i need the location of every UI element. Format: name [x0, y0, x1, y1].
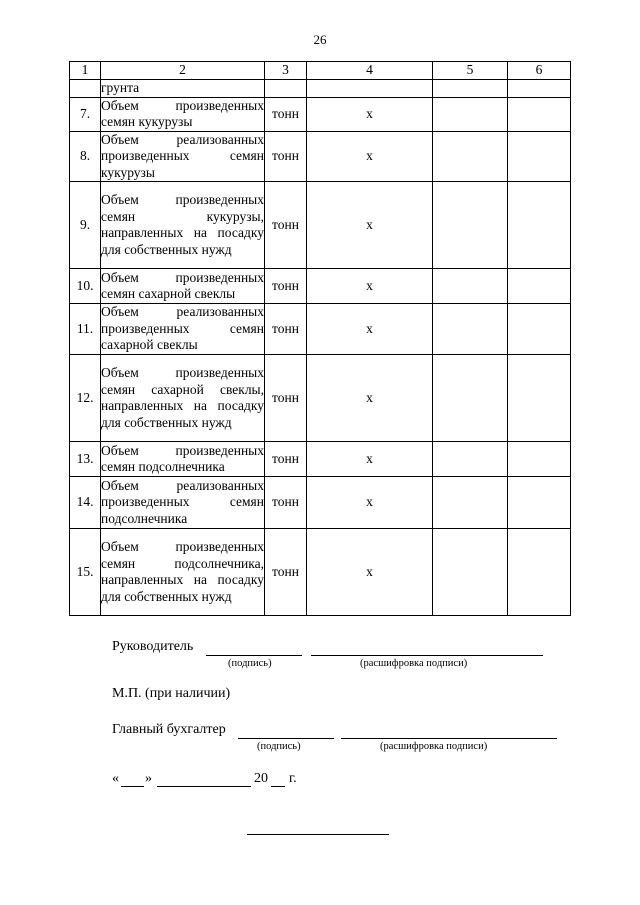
header-cell: 5: [433, 62, 508, 80]
unit-cell: тонн: [265, 529, 307, 616]
header-cell: 3: [265, 62, 307, 80]
indicator-name-cell: Объем реализованных произведенных семян подсолнечника: [101, 477, 265, 529]
report-table: [69, 61, 571, 616]
indicator-name-cell: Объем произведенных семян кукурузы, направленных на посадку для собственных нужд: [101, 182, 265, 269]
row-number-cell: 13.: [70, 442, 101, 477]
indicator-name-cell: Объем произведенных семян сахарной свеклы: [101, 269, 265, 304]
head-decoding-line[interactable]: [311, 655, 543, 656]
continuation-num-cell: [70, 79, 101, 97]
column-4-cell: х: [307, 131, 433, 182]
column-4-cell: х: [307, 269, 433, 304]
continuation-col4-cell: [307, 79, 433, 97]
column-5-cell[interactable]: [433, 131, 508, 182]
column-4-cell: х: [307, 97, 433, 131]
column-6-cell[interactable]: [508, 131, 571, 182]
row-number-cell: 12.: [70, 355, 101, 442]
head-decoding-caption: (расшифровка подписи): [360, 658, 468, 669]
unit-cell: тонн: [265, 442, 307, 477]
date-day-line[interactable]: [121, 786, 144, 787]
table-row: [70, 529, 571, 616]
column-5-cell[interactable]: [433, 477, 508, 529]
accountant-label: Главный бухгалтер: [112, 722, 226, 737]
column-6-cell[interactable]: [508, 529, 571, 616]
continuation-row: [70, 79, 571, 97]
accountant-signature-caption: (подпись): [257, 741, 301, 752]
accountant-decoding-line[interactable]: [341, 738, 557, 739]
unit-cell: тонн: [265, 182, 307, 269]
row-number-cell: 11.: [70, 304, 101, 355]
row-number-cell: 14.: [70, 477, 101, 529]
closing-separator-line: [247, 834, 389, 835]
column-4-cell: х: [307, 442, 433, 477]
unit-cell: тонн: [265, 131, 307, 182]
column-5-cell[interactable]: [433, 97, 508, 131]
column-4-cell: х: [307, 355, 433, 442]
column-6-cell[interactable]: [508, 355, 571, 442]
column-6-cell[interactable]: [508, 477, 571, 529]
indicator-name-cell: Объем произведенных семян подсолнечника: [101, 442, 265, 477]
date-year-suffix: г.: [289, 771, 297, 786]
column-5-cell[interactable]: [433, 355, 508, 442]
indicator-name-cell: Объем произведенных семян сахарной свеклы, направленных на посадку для собственных нужд: [101, 355, 265, 442]
column-5-cell[interactable]: [433, 304, 508, 355]
stamp-label: М.П. (при наличии): [112, 686, 231, 701]
column-5-cell[interactable]: [433, 269, 508, 304]
column-4-cell: х: [307, 529, 433, 616]
indicator-name-cell: Объем произведенных семян подсолнечника, направленных на посадку для собственных нужд: [101, 529, 265, 616]
header-cell: 2: [101, 62, 265, 80]
head-signature-caption: (подпись): [228, 658, 272, 669]
table-row: [70, 97, 571, 131]
table-row: [70, 304, 571, 355]
header-cell: 1: [70, 62, 101, 80]
date-open-quote: «: [112, 771, 119, 786]
table-header-row: [70, 62, 571, 80]
date-month-line[interactable]: [157, 786, 251, 787]
column-6-cell[interactable]: [508, 182, 571, 269]
date-year-line[interactable]: [271, 786, 285, 787]
continuation-name-cell: грунта: [101, 79, 265, 97]
table-row: [70, 442, 571, 477]
column-5-cell[interactable]: [433, 182, 508, 269]
row-number-cell: 9.: [70, 182, 101, 269]
unit-cell: тонн: [265, 355, 307, 442]
table-row: [70, 182, 571, 269]
accountant-signature-line[interactable]: [238, 738, 334, 739]
row-number-cell: 8.: [70, 131, 101, 182]
column-4-cell: х: [307, 304, 433, 355]
column-5-cell[interactable]: [433, 442, 508, 477]
head-label: Руководитель: [112, 639, 194, 654]
continuation-col6-cell: [508, 79, 571, 97]
unit-cell: тонн: [265, 477, 307, 529]
date-year-prefix: 20: [254, 771, 268, 786]
unit-cell: тонн: [265, 269, 307, 304]
head-signature-line[interactable]: [206, 655, 302, 656]
header-cell: 4: [307, 62, 433, 80]
continuation-unit-cell: [265, 79, 307, 97]
header-cell: 6: [508, 62, 571, 80]
accountant-decoding-caption: (расшифровка подписи): [380, 741, 488, 752]
table-row: [70, 477, 571, 529]
table-row: [70, 355, 571, 442]
page-number: 26: [313, 32, 327, 47]
column-6-cell[interactable]: [508, 97, 571, 131]
continuation-col5-cell: [433, 79, 508, 97]
column-5-cell[interactable]: [433, 529, 508, 616]
date-close-quote: »: [145, 771, 152, 786]
indicator-name-cell: Объем реализованных произведенных семян сахарной свеклы: [101, 304, 265, 355]
column-4-cell: х: [307, 477, 433, 529]
row-number-cell: 7.: [70, 97, 101, 131]
unit-cell: тонн: [265, 304, 307, 355]
column-6-cell[interactable]: [508, 442, 571, 477]
column-4-cell: х: [307, 182, 433, 269]
row-number-cell: 10.: [70, 269, 101, 304]
indicator-name-cell: Объем реализованных произведенных семян кукурузы: [101, 131, 264, 180]
column-6-cell[interactable]: [508, 304, 571, 355]
table-row: [70, 269, 571, 304]
column-6-cell[interactable]: [508, 269, 571, 304]
table-row: [70, 131, 571, 182]
unit-cell: тонн: [265, 97, 307, 131]
row-number-cell: 15.: [70, 529, 101, 616]
indicator-name-cell: Объем произведенных семян кукурузы: [101, 97, 264, 129]
